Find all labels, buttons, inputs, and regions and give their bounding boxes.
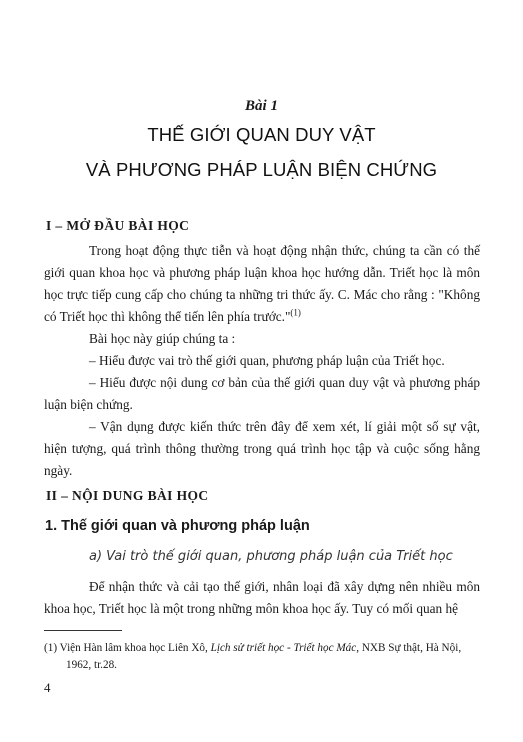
goal-item: – Hiểu được nội dung cơ bản của thế giới quan duy vật và phương pháp luận biện chứng. <box>44 375 480 412</box>
footnote-publisher: , NXB Sự thật, Hà Nội, <box>356 642 462 654</box>
intro-paragraph <box>44 240 480 328</box>
goal-item: – Vận dụng được kiến thức trên đây để xem xét, lí giải một số sự vật, hiện tượng, quá trình thông thường trong quá trình học tập và cuộc sống hằng ngày. <box>44 419 480 478</box>
subsection-heading: 1. Thế giới quan và phương pháp luận <box>45 518 310 534</box>
goal-item: – Hiểu được vai trò thế giới quan, phương pháp luận của Triết học. <box>89 353 445 368</box>
footnote-text: Viện Hàn lâm khoa học Liên Xô, <box>59 642 208 654</box>
lesson-number: Bài 1 <box>245 98 278 114</box>
subsubsection-heading: a) Vai trò thế giới quan, phương pháp luận của Triết học <box>89 549 453 564</box>
footnote-continuation: 1962, tr.28. <box>66 659 117 671</box>
section-heading-content: II – NỘI DUNG BÀI HỌC <box>46 488 209 503</box>
goals-lead: Bài học này giúp chúng ta : <box>89 331 236 346</box>
section-heading-intro: I – MỞ ĐẦU BÀI HỌC <box>46 218 190 233</box>
intro-text: Trong hoạt động thực tiễn và hoạt động nhận thức, chúng ta cần có thế giới quan khoa học và phương pháp luận khoa học hướng dẫn. Triết học là môn học trực tiếp cung cấp cho chúng ta những tri thức ấy. C. Mác cho rằng : "Không có Triết học thì không thể tiến lên phía trước." <box>44 243 480 324</box>
footnote-book-title: Lịch sử triết học - Triết học Mác <box>210 642 357 654</box>
lesson-title-line2: VÀ PHƯƠNG PHÁP LUẬN BIỆN CHỨNG <box>85 159 438 180</box>
lesson-title-line1: THẾ GIỚI QUAN DUY VẬT <box>147 124 376 145</box>
footnote-divider <box>44 630 122 631</box>
page-number: 4 <box>44 680 51 695</box>
footnote <box>44 640 480 674</box>
footnote-number: (1) <box>44 642 58 654</box>
footnote-ref: (1) <box>290 307 301 318</box>
body-paragraph: Để nhận thức và cải tạo thế giới, nhân loại đã xây dựng nên nhiều môn khoa học, Triết học là một trong những môn khoa học ấy. Tuy có mối quan hệ <box>44 579 480 616</box>
